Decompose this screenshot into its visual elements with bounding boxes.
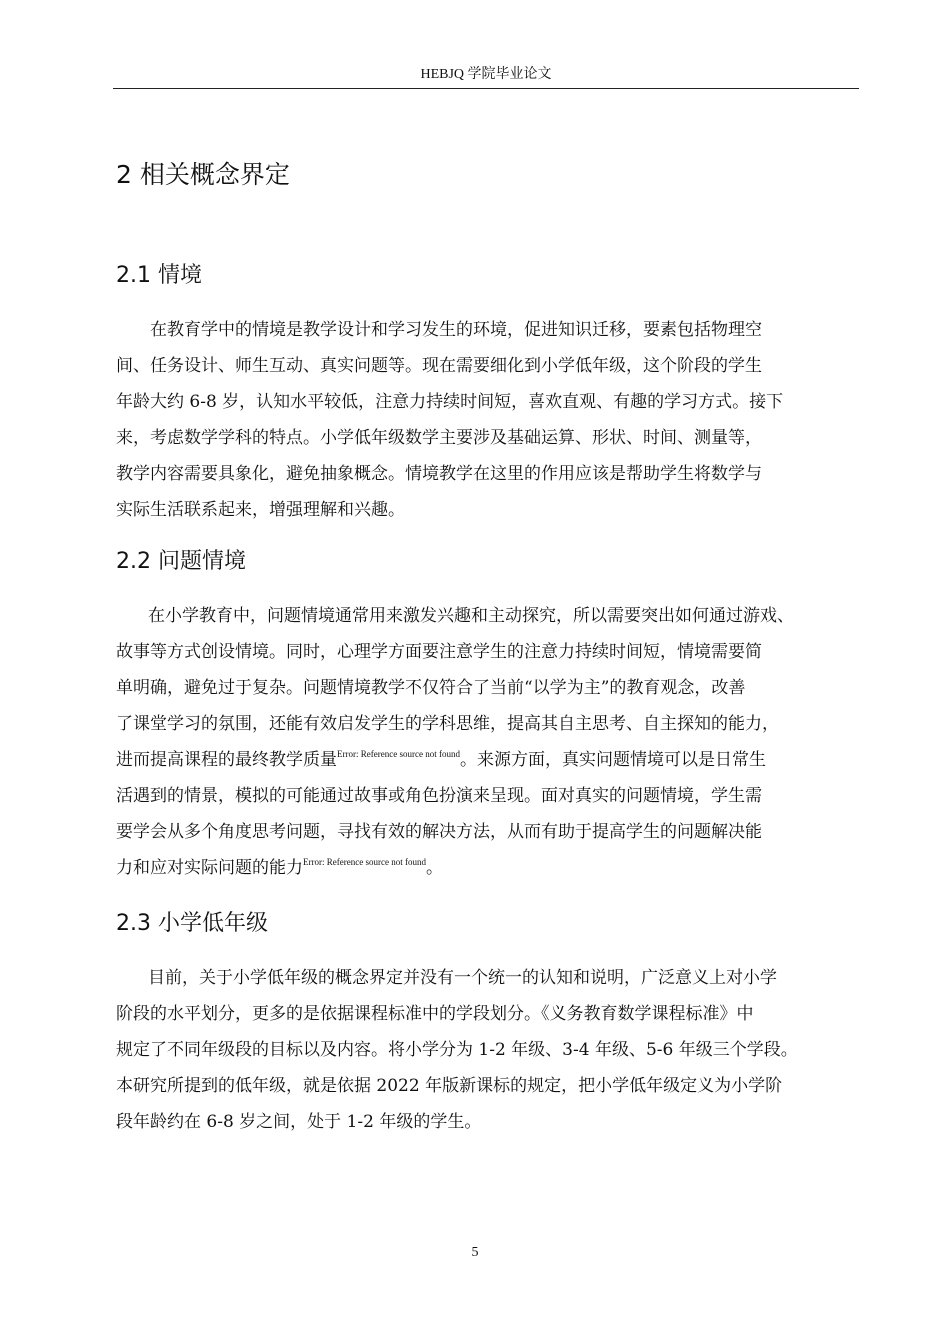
page-number: 5 xyxy=(471,1245,479,1260)
paragraph-line: 来，考虑数学学科的特点。小学低年级数学主要涉及基础运算、形状、时间、测量等， xyxy=(116,428,762,448)
line-text: 进而提高课程的最终教学质量 xyxy=(116,750,337,770)
paragraph-2-1 xyxy=(116,312,861,528)
running-header: HEBJQ 学院毕业论文 xyxy=(113,66,859,89)
paragraph-line: 阶段的水平划分，更多的是依据课程标准中的学段划分。《义务教育数学课程标准》中 xyxy=(116,1004,754,1024)
paragraph-line: 故事等方式创设情境。同时，心理学方面要注意学生的注意力持续时间短，情境需要简 xyxy=(116,642,762,662)
paragraph-line: 本研究所提到的低年级，就是依据 2022 年版新课标的规定，把小学低年级定义为小学阶 xyxy=(116,1076,783,1096)
paragraph-2-3 xyxy=(116,960,861,1140)
paragraph-line: 段年龄约在 6-8 岁之间，处于 1-2 年级的学生。 xyxy=(116,1112,482,1132)
paragraph-line: 活遇到的情景，模拟的可能通过故事或角色扮演来呈现。面对真实的问题情境，学生需 xyxy=(116,786,762,806)
paragraph-line xyxy=(116,742,861,778)
paragraph-line: 要学会从多个角度思考问题，寻找有效的解决方法，从而有助于提高学生的问题解决能 xyxy=(116,822,762,842)
paragraph-line: 年龄大约 6-8 岁，认知水平较低，注意力持续时间短，喜欢直观、有趣的学习方式。接下 xyxy=(116,392,784,412)
paragraph-line: 规定了不同年级段的目标以及内容。将小学分为 1-2 年级、3-4 年级、5-6 年级三个学段。 xyxy=(116,1040,798,1060)
line-text: 。 xyxy=(425,858,443,878)
paragraph-2-2 xyxy=(116,598,861,886)
paragraph-line: 在教育学中的情境是教学设计和学习发生的环境，促进知识迁移，要素包括物理空 xyxy=(150,320,762,340)
chapter-title: 2 相关概念界定 xyxy=(116,160,290,189)
paragraph-line: 间、任务设计、师生互动、真实问题等。现在需要细化到小学低年级，这个阶段的学生 xyxy=(116,356,762,376)
paragraph-line xyxy=(116,850,861,886)
paragraph-line: 了课堂学习的氛围，还能有效启发学生的学科思维，提高其自主思考、自主探知的能力， xyxy=(116,714,779,734)
line-text: 力和应对实际问题的能力 xyxy=(116,858,303,878)
reference-error-marker: Error: Reference source not found xyxy=(303,857,426,867)
reference-error-marker: Error: Reference source not found xyxy=(337,749,460,759)
line-text: 。来源方面，真实问题情境可以是日常生 xyxy=(459,750,766,770)
paragraph-line: 单明确，避免过于复杂。问题情境教学不仅符合了当前“以学为主”的教育观念，改善 xyxy=(116,678,746,698)
paragraph-line: 实际生活联系起来，增强理解和兴趣。 xyxy=(116,500,405,520)
paragraph-line: 教学内容需要具象化，避免抽象概念。情境教学在这里的作用应该是帮助学生将数学与 xyxy=(116,464,762,484)
section-title-2-2: 2.2 问题情境 xyxy=(116,549,246,574)
paragraph-line: 目前，关于小学低年级的概念界定并没有一个统一的认知和说明，广泛意义上对小学 xyxy=(148,968,777,988)
section-title-2-1: 2.1 情境 xyxy=(116,263,202,288)
paragraph-line: 在小学教育中，问题情境通常用来激发兴趣和主动探究，所以需要突出如何通过游戏、 xyxy=(148,606,794,626)
section-title-2-3: 2.3 小学低年级 xyxy=(116,911,268,936)
